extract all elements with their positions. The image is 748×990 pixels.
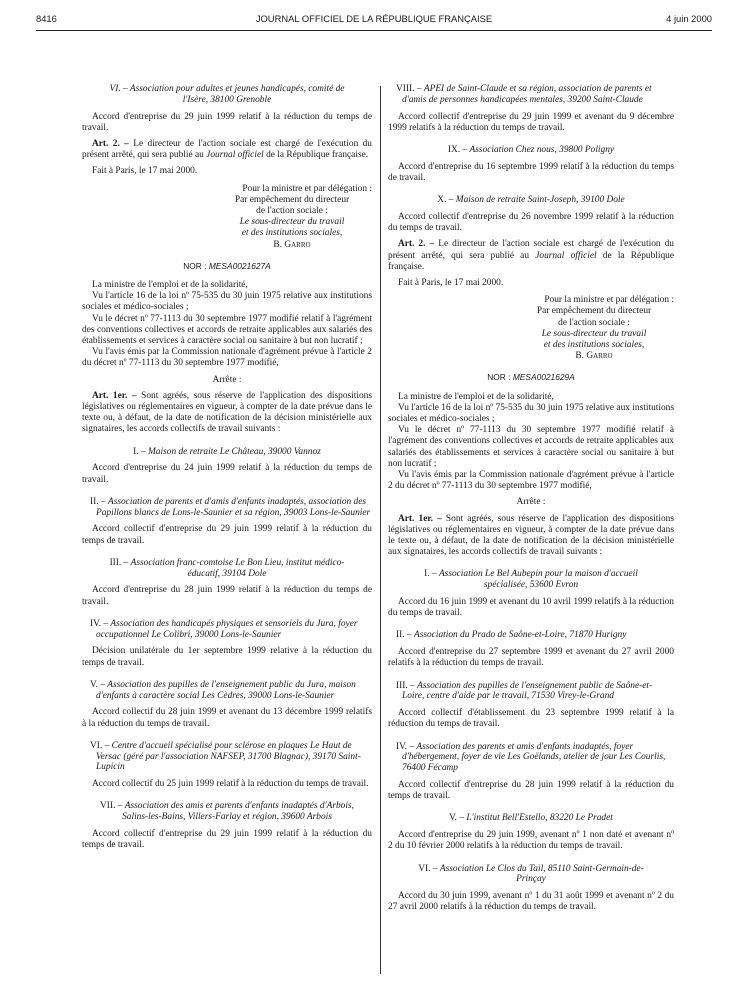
signature-line: Le sous-directeur du travail: [239, 217, 345, 228]
section-heading: [388, 813, 674, 824]
section-number: I. –: [133, 446, 148, 457]
article-1: [82, 391, 372, 436]
article-text: Sont agréés, sous réserve de l'application des dispositions législatives ou réglementaires en vigueur, à compter de la date prévue dans le texte ou, à défaut, de la date de notification de la décision ministérielle aux signataires, les accords collectifs de travail suivants :: [82, 390, 373, 435]
nor-reference: [388, 372, 674, 383]
journal-title: JOURNAL OFFICIEL DE LA RÉPUBLIQUE FRANÇAISE: [255, 13, 493, 24]
section-title: Association des amis et parents d'enfants inadaptés d'Arbois, Salins-les-Bains, Villers-Farlay et région, 39600 Arbois: [122, 801, 354, 823]
signature-line: Pour la ministre et par délégation :: [242, 183, 372, 194]
section-text: Accord collectif d'entreprise du 29 juin 1999 et avenant du 9 décembre 1999 relatifs à la réduction du temps de travail.: [388, 111, 674, 133]
signature-line: Pour la ministre et par délégation :: [544, 295, 674, 306]
article-text: de la République française.: [388, 250, 674, 272]
journal-name: Journal officiel: [206, 150, 264, 161]
section-title: Association Le Bel Aubepin pour la maison d'accueil spécialisée, 53600 Evron: [438, 569, 638, 591]
section-heading: VI. – Association pour adultes et jeunes handicapés, comité de l'Isère, 38100 Grenoble: [109, 84, 345, 105]
signed-place-date: Fait à Paris, le 17 mai 2000.: [398, 278, 504, 289]
section-number: II. –: [90, 496, 108, 507]
signatory-name: B. Garro: [273, 239, 311, 250]
nor-label: NOR :: [487, 372, 513, 383]
section-title: L'institut Bell'Estello, 83220 Le Pradet: [466, 813, 613, 824]
signature-line: et des institutions sociales,: [241, 228, 343, 239]
section-heading: [388, 742, 674, 774]
section-text: Accord collectif d'entreprise du 28 juin 1999 relatif à la réduction du temps de travail.: [388, 780, 674, 802]
section-number: VII. –: [100, 801, 125, 812]
section-title: Centre d'accueil spécialisé pour sclérose en plaques Le Haut de Versac (géré par l'association NAFSEP, 31700 Blagnac), 39170 Saint-Lupicin: [96, 740, 361, 773]
visa: Vu l'article 16 de la loi nº 75-535 du 30 juin 1975 relative aux institutions sociales et médico-sociales ;: [388, 402, 674, 425]
section-heading: [82, 801, 372, 823]
section-heading: [82, 680, 372, 702]
section-heading: [388, 681, 674, 703]
section-number: X. –: [437, 195, 456, 206]
section-heading: [388, 195, 674, 206]
section-text: Accord collectif d'entreprise du 29 juin 1999 relatif à la réduction du temps de travail.: [82, 829, 372, 851]
visa: Vu l'avis émis par la Commission nationale d'agrément prévue à l'article 2 du décret nº 77-1113 du 30 septembre 1977 modifié,: [388, 470, 674, 492]
visa: Vu le décret nº 77-1113 du 30 septembre 1977 modifié relatif à l'agrément des conventions collectives et accords de retraite applicables aux salariés des établissements et services à caractère social ou sanitaire à but non lucratif ;: [388, 425, 674, 469]
nor-reference: [82, 261, 372, 272]
signature-line: Le sous-directeur du travail: [541, 328, 647, 339]
section-text: Accord du 30 juin 1999, avenant nº 1 du 31 août 1999 et avenant nº 2 du 27 avril 2000 relatifs à la réduction du temps de travail.: [388, 891, 674, 913]
section-number: IV. –: [396, 741, 417, 752]
section-text: Accord d'entreprise du 24 juin 1999 relatif à la réduction du temps de travail.: [82, 463, 372, 485]
header-rule: [36, 30, 712, 31]
article-1: [388, 514, 674, 559]
section-title: Association des pupilles de l'enseignement public du Jura, maison d'enfants à caractère social Les Cèdres, 39000 Lons-le-Saunier: [96, 679, 356, 701]
section-title: Association du Prado de Saône-et-Loire, 71870 Hurigny: [413, 630, 627, 641]
section-number: IV. –: [90, 618, 111, 629]
signature-line: Par empêchement du directeur: [234, 194, 350, 205]
section-number: VI. –: [418, 863, 440, 874]
section-title: Association Chez nous, 39800 Poligny: [469, 145, 615, 155]
section-heading: [82, 558, 372, 580]
page-number: 8416: [36, 13, 57, 24]
article-label: Art. 1er. –: [398, 513, 442, 524]
visa: Vu le décret nº 77-1113 du 30 septembre 1977 modifié relatif à l'agrément des conventions collectives et accords de retraite applicables aux salariés des établissements et services à caractère social ou sanitaire à but non lucratif ;: [82, 313, 372, 347]
section-text: Accord d'entreprise du 16 septembre 1999 relatif à la réduction du temps de travail.: [388, 161, 674, 183]
section-title: Association de parents et d'amis d'enfants inadaptés, association des Papillons blancs de Lons-le-Saunier et sa région, 39003 Lons-le-Saunier: [96, 496, 371, 518]
section-text: Accord d'entreprise du 28 juin 1999 relatif à la réduction du temps de travail.: [82, 585, 372, 607]
article-text: Le directeur de l'action sociale est chargé de l'exécution du présent arrêté, qui sera publié au: [82, 139, 372, 161]
signature-line: Par empêchement du directeur: [536, 306, 652, 317]
section-text: Décision unilatérale du 1er septembre 1999 relative à la réduction du temps de travail.: [82, 646, 372, 668]
article-label: Art. 2. –: [92, 139, 129, 149]
signature-line: et des institutions sociales,: [543, 340, 645, 351]
section-heading: [388, 630, 674, 641]
nor-label: NOR :: [183, 260, 209, 271]
section-number: VIII. –: [396, 84, 424, 94]
arrete-heading: Arrête :: [516, 497, 546, 508]
signature-line: de l'action sociale :: [558, 317, 630, 328]
article-2: [388, 239, 674, 273]
article-label: Art. 2. –: [398, 239, 435, 250]
signature-block: [388, 295, 674, 362]
journal-name: Journal officiel: [535, 250, 597, 261]
section-title: Maison de retraite Saint-Joseph, 39100 Dole: [455, 195, 625, 206]
section-number: I. –: [424, 569, 439, 580]
section-heading: [82, 741, 372, 773]
section-number: III. –: [109, 557, 131, 568]
section-title: Association Le Clos du Tail, 85110 Saint-Germain-de-Prinçay: [439, 863, 644, 885]
section-text: Accord collectif du 28 juin 1999 et avenant du 13 décembre 1999 relatifs à la réduction du temps de travail.: [82, 707, 372, 729]
section-heading: [388, 145, 674, 156]
nor-code: MESA0021627A: [208, 260, 271, 271]
section-title: APEI de Saint-Claude et sa région, association de parents et d'amis de personnes handicapées mentales, 39200 Saint-Claude: [402, 84, 652, 105]
minister-line: La ministre de l'emploi et de la solidarité,: [398, 391, 554, 402]
section-text: Accord du 16 juin 1999 et avenant du 10 avril 1999 relatifs à la réduction du temps de travail.: [388, 597, 674, 619]
page-header: [36, 13, 712, 27]
visa: Vu l'avis émis par la Commission nationale d'agrément prévue à l'article 2 du décret nº 77-1113 du 30 septembre 1977 modifié,: [82, 347, 372, 369]
right-column: [388, 84, 674, 919]
section-title: Association franc-comtoise Le Bon Lieu, institut médico-éducatif, 39104 Dole: [130, 557, 345, 579]
nor-code: MESA0021629A: [512, 372, 575, 383]
section-heading: [82, 497, 372, 519]
section-number: V. –: [90, 679, 108, 690]
left-column: [82, 84, 372, 856]
arrete-heading: Arrête :: [212, 374, 242, 385]
section-number: VI. –: [90, 740, 112, 751]
section-number: III. –: [396, 680, 418, 691]
section-text: Accord collectif d'établissement du 23 septembre 1999 relatif à la réduction du temps de travail.: [388, 708, 674, 730]
signed-place-date: Fait à Paris, le 17 mai 2000.: [92, 166, 198, 177]
signatory-name: B. Garro: [575, 351, 613, 362]
article-label: Art. 1er. –: [92, 390, 137, 401]
section-text: Accord d'entreprise du 27 septembre 1999 et avenant du 27 avril 2000 relatifs à la réduction du temps de travail.: [388, 647, 674, 669]
section-number: II. –: [396, 630, 414, 641]
section-title: Maison de retraite Le Château, 39000 Vannoz: [148, 446, 321, 457]
visa: Vu l'article 16 de la loi nº 75-535 du 30 juin 1975 relative aux institutions sociales et médico-sociales ;: [82, 291, 372, 313]
article-text: Le directeur de l'action sociale est chargé de l'exécution du présent arrêté, qui sera publié au: [388, 239, 674, 261]
section-text: Accord collectif d'entreprise du 29 juin 1999 relatif à la réduction du temps de travail.: [82, 524, 372, 546]
section-heading: [388, 569, 674, 591]
section-number: V. –: [449, 813, 467, 824]
section-text: Accord collectif d'entreprise du 26 novembre 1999 relatif à la réduction du temps de travail.: [388, 212, 674, 234]
section-text: Accord d'entreprise du 29 juin 1999 relatif à la réduction du temps de travail.: [82, 111, 372, 133]
section-text: Accord d'entreprise du 29 juin 1999, avenant nº 1 non daté et avenant nº 2 du 10 février 2000 relatifs à la réduction du temps de travail.: [388, 830, 674, 852]
section-title: Association des parents et amis d'enfants inadaptés, foyer d'hébergement, foyer de vie Les Goëlands, atelier de jour Les Courlis, 76400 Fécamp: [402, 741, 666, 774]
signature-block: [82, 184, 372, 251]
section-heading: [388, 864, 674, 886]
article-2: [82, 139, 372, 161]
signature-line: de l'action sociale :: [256, 206, 328, 217]
section-heading: [82, 619, 372, 641]
column-divider: [380, 86, 381, 974]
section-title: Association des handicapés physiques et sensoriels du Jura, foyer occupationnel Le Colibri, 39000 Lons-le-Saunier: [96, 618, 358, 640]
issue-date: 4 juin 2000: [666, 13, 712, 24]
minister-line: La ministre de l'emploi et de la solidarité,: [92, 280, 248, 291]
section-text: Accord collectif du 25 juin 1999 relatif à la réduction du temps de travail.: [92, 779, 369, 790]
article-text: Sont agréés, sous réserve de l'application des dispositions législatives ou réglementaires en vigueur, à compter de la date prévue dans le texte ou, à défaut, de la date de notification de la décision ministérielle aux signataires, les accords collectifs de travail suivants :: [388, 513, 675, 558]
section-heading: [82, 447, 372, 458]
section-title: Association des pupilles de l'enseignement public de Saône-et-Loire, centre d'aide par le travail, 71530 Virey-le-Grand: [402, 680, 653, 702]
section-number: IX. –: [447, 145, 470, 155]
article-text: de la République française.: [263, 150, 369, 161]
section-heading: [388, 84, 674, 106]
